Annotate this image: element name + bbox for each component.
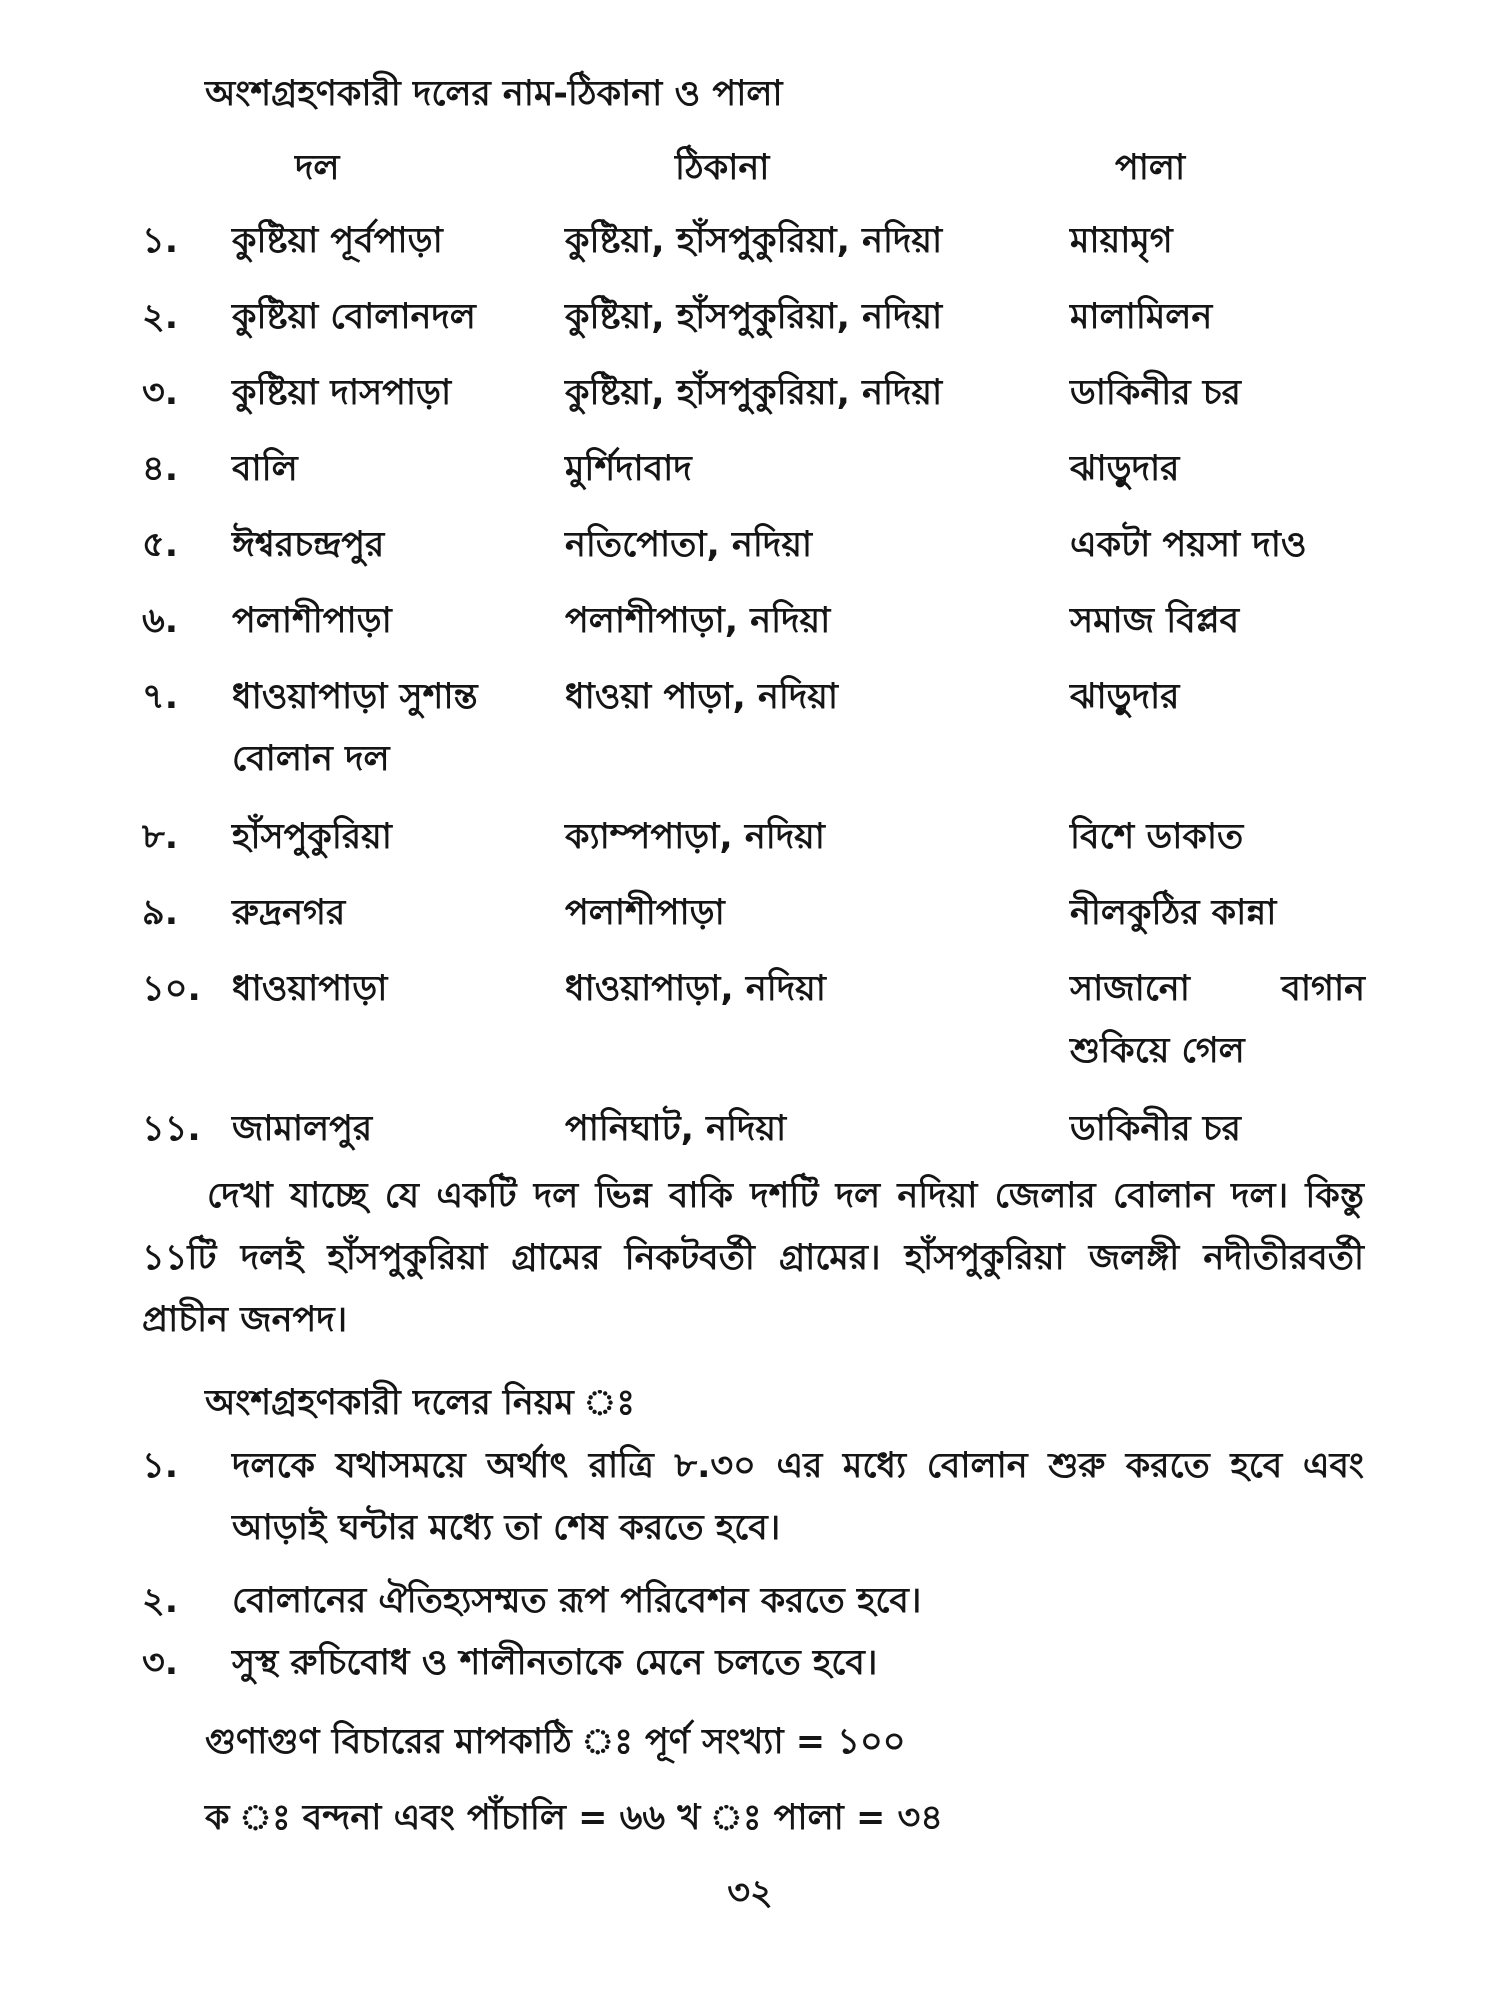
play-title: ঝাড়ুদার	[1070, 677, 1180, 717]
rule-text: বোলানের ঐতিহ্যসম্মত রূপ পরিবেশন করতে হবে।	[232, 1581, 922, 1621]
team-address: পলাশীপাড়া, নদিয়া	[565, 601, 831, 641]
play-title: ডাকিনীর চর	[1070, 1109, 1241, 1149]
team-address: কুষ্টিয়া, হাঁসপুকুরিয়া, নদিয়া	[565, 297, 943, 337]
team-address: ধাওয়া পাড়া, নদিয়া	[565, 677, 839, 717]
play-title: নীলকুঠির কান্না	[1070, 893, 1277, 933]
page-number: ৩২	[727, 1873, 773, 1913]
team-address: পানিঘাট, নদিয়া	[565, 1109, 787, 1149]
rule-number: ৩.	[142, 1643, 179, 1683]
team-address: পলাশীপাড়া	[565, 893, 725, 933]
team-name: কুষ্টিয়া দাসপাড়া	[232, 373, 452, 413]
team-name: হাঁসপুকুরিয়া	[232, 817, 392, 857]
row-number: ৩.	[142, 373, 179, 413]
team-name: বালি	[232, 449, 298, 489]
row-number: ৮.	[142, 817, 179, 857]
row-number: ৫.	[142, 525, 179, 565]
rule-number: ২.	[142, 1581, 179, 1621]
summary-paragraph: দেখা যাচ্ছে যে একটি দল ভিন্ন বাকি দশটি দল নদিয়া জেলার বোলান দল। কিন্তু ১১টি দলই হাঁসপুকুরিয়া গ্রামের নিকটবর্তী গ্রামের। হাঁসপুকুরিয়া জলঙ্গী নদীতীরবর্তী প্রাচীন জনপদ।	[142, 1176, 1364, 1340]
play-title: সমাজ বিপ্লব	[1070, 601, 1240, 641]
row-number: ১.	[142, 221, 179, 261]
team-name: কুষ্টিয়া বোলানদল	[232, 297, 476, 337]
scoring-criteria: গুণাগুণ বিচারের মাপকাঠি ঃ পূর্ণ সংখ্যা = ১০০	[205, 1722, 906, 1762]
team-name: ধাওয়াপাড়া	[232, 969, 388, 1009]
row-number: ১০.	[142, 969, 201, 1009]
column-header-team: দল	[295, 148, 340, 188]
column-header-address: ঠিকানা	[675, 148, 770, 188]
row-number: ৬.	[142, 601, 179, 641]
team-address: ক্যাম্পপাড়া, নদিয়া	[565, 817, 825, 857]
column-header-play: পালা	[1115, 148, 1186, 188]
team-name: ধাওয়াপাড়া সুশান্ত বোলান দল	[232, 677, 478, 779]
team-address: ধাওয়াপাড়া, নদিয়া	[565, 969, 826, 1009]
section-title: অংশগ্রহণকারী দলের নাম-ঠিকানা ও পালা	[205, 74, 783, 114]
play-title: মায়ামৃগ	[1070, 221, 1173, 261]
rule-number: ১.	[142, 1446, 179, 1486]
row-number: ৯.	[142, 893, 179, 933]
play-title: মালামিলন	[1070, 297, 1213, 337]
team-name: ঈশ্বরচন্দ্রপুর	[232, 525, 385, 565]
team-address: কুষ্টিয়া, হাঁসপুকুরিয়া, নদিয়া	[565, 373, 943, 413]
team-name: পলাশীপাড়া	[232, 601, 392, 641]
team-address: কুষ্টিয়া, হাঁসপুকুরিয়া, নদিয়া	[565, 221, 943, 261]
row-number: ১১.	[142, 1109, 201, 1149]
rule-text: দলকে যথাসময়ে অর্থাৎ রাত্রি ৮.৩০ এর মধ্যে বোলান শুরু করতে হবে এবং আড়াই ঘন্টার মধ্যে তা শেষ করতে হবে।	[232, 1446, 1364, 1548]
row-number: ৪.	[142, 449, 179, 489]
play-title: বিশে ডাকাত	[1070, 817, 1244, 857]
row-number: ২.	[142, 297, 179, 337]
play-title: ডাকিনীর চর	[1070, 373, 1241, 413]
play-title: ঝাড়ুদার	[1070, 449, 1180, 489]
team-address: নতিপোতা, নদিয়া	[565, 525, 813, 565]
scoring-breakdown: ক ঃ বন্দনা এবং পাঁচালি = ৬৬ খ ঃ পালা = ৩৪	[205, 1798, 943, 1838]
row-number: ৭.	[142, 677, 179, 717]
team-name: জামালপুর	[232, 1109, 373, 1149]
rule-text: সুস্থ রুচিবোধ ও শালীনতাকে মেনে চলতে হবে।	[232, 1643, 878, 1683]
play-title: একটা পয়সা দাও	[1070, 525, 1307, 565]
team-address: মুর্শিদাবাদ	[565, 449, 692, 489]
team-name: রুদ্রনগর	[232, 893, 346, 933]
play-title: সাজানো বাগান শুকিয়ে গেল	[1070, 969, 1365, 1071]
team-name: কুষ্টিয়া পূর্বপাড়া	[232, 221, 443, 261]
rules-heading: অংশগ্রহণকারী দলের নিয়ম ঃ	[205, 1383, 635, 1423]
